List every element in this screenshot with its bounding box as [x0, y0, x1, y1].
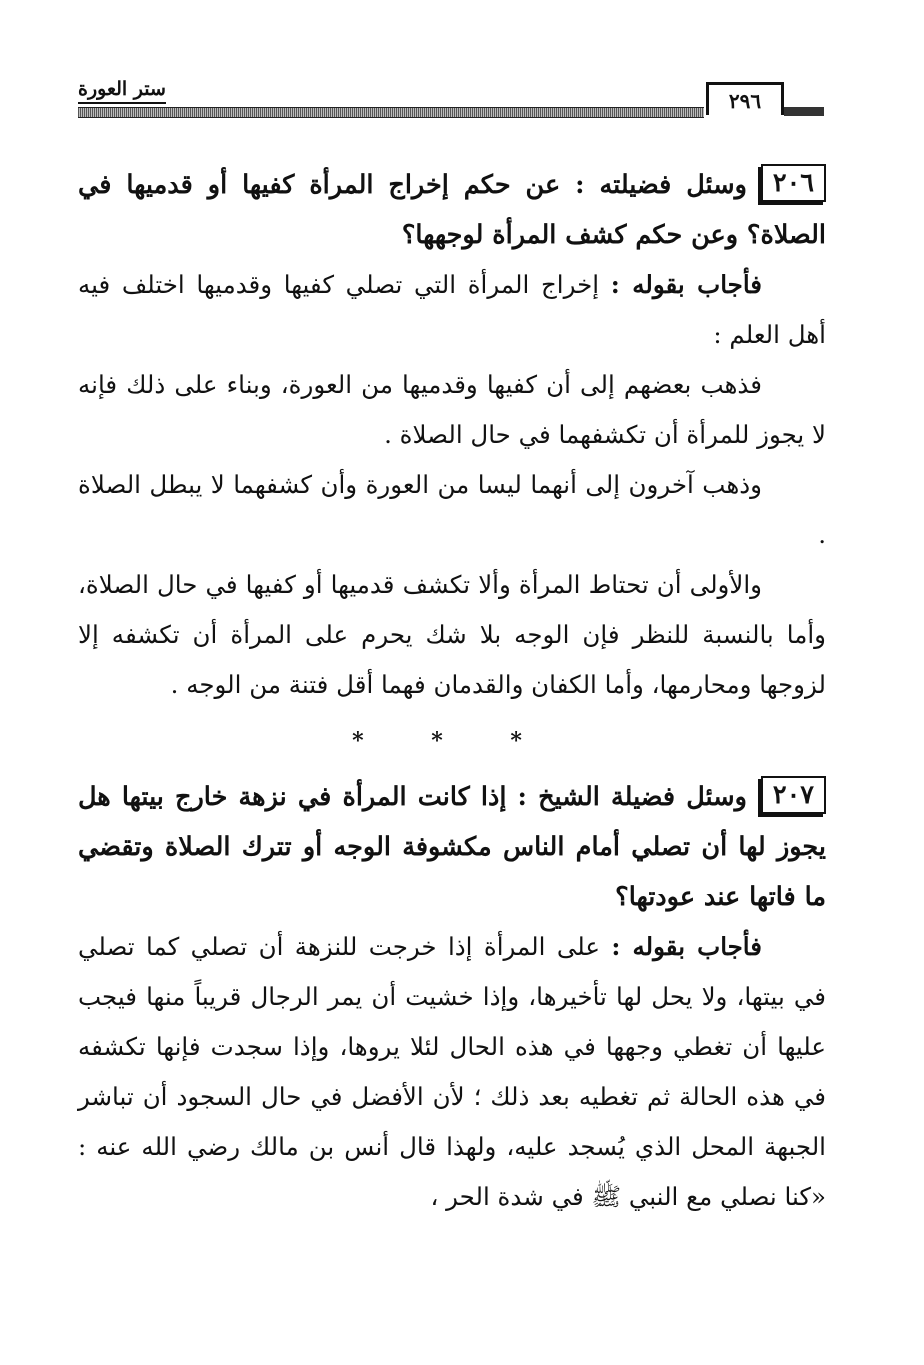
question-number: ٢٠٦ [761, 164, 826, 202]
answer-paragraph: والأولى أن تحتاط المرأة وألا تكشف قدميها أو كفيها في حال الصلاة، وأما بالنسبة للنظر فإن الوجه بلا شك يحرم على المرأة أن تكشفه إلا لزوجها ومحارمها، وأما الكفان والقدمان فهما أقل فتنة من الوجه . [78, 570, 826, 699]
answer-paragraph: وذهب آخرون إلى أنهما ليسا من العورة وأن كشفهما لا يبطل الصلاة . [78, 470, 826, 549]
answer-text: إخراج المرأة التي تصلي كفيها وقدميها اختلف فيه أهل العلم : [78, 270, 826, 349]
page-body [78, 160, 826, 1222]
question-text: وسئل فضيلة الشيخ : إذا كانت المرأة في نزهة خارج بيتها هل يجوز لها أن تصلي أمام الناس مكشوفة الوجه أو تترك الصلاة وتقضي ما فاتها عند عودتها؟ [78, 782, 826, 912]
question-206 [78, 160, 826, 260]
running-title: ستر العورة [78, 78, 166, 104]
question-207 [78, 772, 826, 922]
question-text: وسئل فضيلته : عن حكم إخراج المرأة كفيها أو قدميها في الصلاة؟ وعن حكم كشف المرأة لوجهها؟ [78, 170, 826, 250]
answer-206-intro [78, 260, 826, 360]
header-rule [78, 107, 704, 118]
page-header [78, 74, 824, 124]
answer-text: على المرأة إذا خرجت للنزهة أن تصلي كما تصلي في بيتها، ولا يحل لها تأخيرها، وإذا خشيت أن يمر الرجال قريباً منها فيجب عليها أن تغطي وجهها في هذه الحال لئلا يروها، وإذا سجدت فإنها تكشفه في هذه الحالة ثم تغطيه بعد ذلك ؛ لأن الأفضل في حال السجود أن تباشر الجبهة المحل الذي يُسجد عليه، ولهذا قال أنس بن مالك رضي الله عنه : «كنا نصلي مع النبي ﷺ في شدة الحر ، [78, 932, 826, 1211]
question-number: ٢٠٧ [761, 776, 826, 814]
section-separator: * * * [352, 728, 552, 754]
answer-label: فأجاب بقوله : [610, 270, 762, 299]
header-rule-end [784, 107, 824, 116]
answer-207 [78, 922, 826, 1222]
answer-label: فأجاب بقوله : [611, 932, 762, 961]
page-number: ٢٩٦ [706, 82, 784, 115]
answer-paragraph: فذهب بعضهم إلى أن كفيها وقدميها من العورة، وبناء على ذلك فإنه لا يجوز للمرأة أن تكشفهما في حال الصلاة . [78, 370, 826, 449]
